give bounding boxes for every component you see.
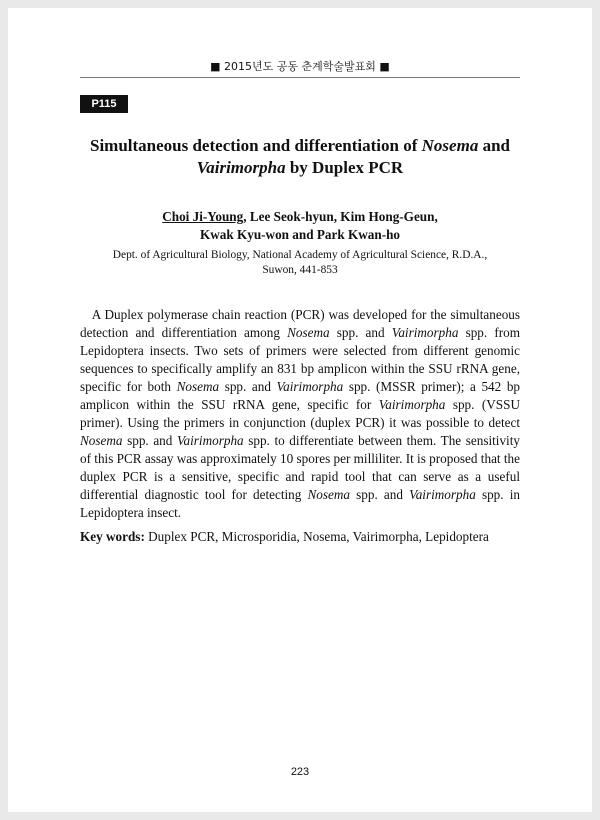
abstract-text: spp. from Lepidoptera insects. Two sets of primers were selected from different genomic sequences to specifically amplify an 831 bp amplicon within the SSU rRNA gene, specific for both: [80, 325, 520, 394]
abstract-genus: Nosema: [307, 487, 351, 502]
keywords: [80, 528, 520, 546]
abstract-genus: Nosema: [287, 325, 330, 340]
abstract-text: spp. and: [219, 379, 277, 394]
abstract-genus: Nosema: [80, 433, 123, 448]
affiliation-line: Dept. of Agricultural Biology, National Academy of Agricultural Science, R.D.A.,: [112, 249, 488, 261]
presenting-author: Choi Ji-Young: [162, 209, 244, 224]
abstract-genus: Vairimorpha: [176, 433, 244, 448]
author-list: [80, 208, 520, 244]
title-text: by Duplex PCR: [285, 158, 404, 177]
abstract-body: [80, 306, 520, 522]
title-genus-nosema: Nosema: [421, 136, 479, 155]
title-text: and: [478, 136, 510, 155]
abstract-genus: Vairimorpha: [276, 379, 344, 394]
abstract-genus: Vairimorpha: [378, 397, 446, 412]
abstract-text: spp. in Lepidoptera insect.: [80, 487, 520, 520]
abstract-text: spp. and: [350, 487, 410, 502]
abstract-text: spp. to differentiate between them. The sensitivity of this PCR assay was approximately 10 spores per milliliter. It is proposed that the duplex PCR is a sensitive, specific and rapid tool that can serve as a useful differential diagnostic tool for detecting: [80, 433, 520, 502]
abstract-genus: Vairimorpha: [409, 487, 476, 502]
abstract-genus: Vairimorpha: [391, 325, 459, 340]
conference-header: ■ 2015년도 공동 춘계학술발표회 ■: [210, 60, 390, 73]
abstract-text: spp. and: [122, 433, 177, 448]
header-rule: [80, 77, 520, 78]
keywords-label: Key words:: [80, 529, 145, 544]
authors-text: Kwak Kyu-won and Park Kwan-ho: [199, 227, 401, 242]
abstract-text: spp. (VSSU primer). Using the primers in conjunction (duplex PCR) it was possible to detect: [80, 397, 520, 430]
abstract-genus: Nosema: [176, 379, 220, 394]
poster-number-badge: P115: [80, 95, 128, 113]
abstract-text: spp. (MSSR primer); a 542 bp amplicon within the SSU rRNA gene, specific for: [80, 379, 521, 412]
abstract-text: A Duplex polymerase chain reaction (PCR) was developed for the simultaneous detection and differentiation among: [80, 307, 521, 340]
page-number: 223: [290, 766, 310, 778]
affiliation-line: Suwon, 441-853: [262, 264, 338, 276]
affiliation: [80, 248, 520, 278]
title-text: Simultaneous detection and differentiation of: [89, 136, 422, 155]
authors-text: , Lee Seok-hyun, Kim Hong-Geun,: [243, 209, 438, 224]
paper-title: [80, 135, 520, 179]
abstract-text: spp. and: [329, 325, 392, 340]
keywords-text: Duplex PCR, Microsporidia, Nosema, Vairimorpha, Lepidoptera: [144, 529, 489, 544]
title-genus-vairimorpha: Vairimorpha: [196, 158, 286, 177]
page: [8, 8, 592, 812]
